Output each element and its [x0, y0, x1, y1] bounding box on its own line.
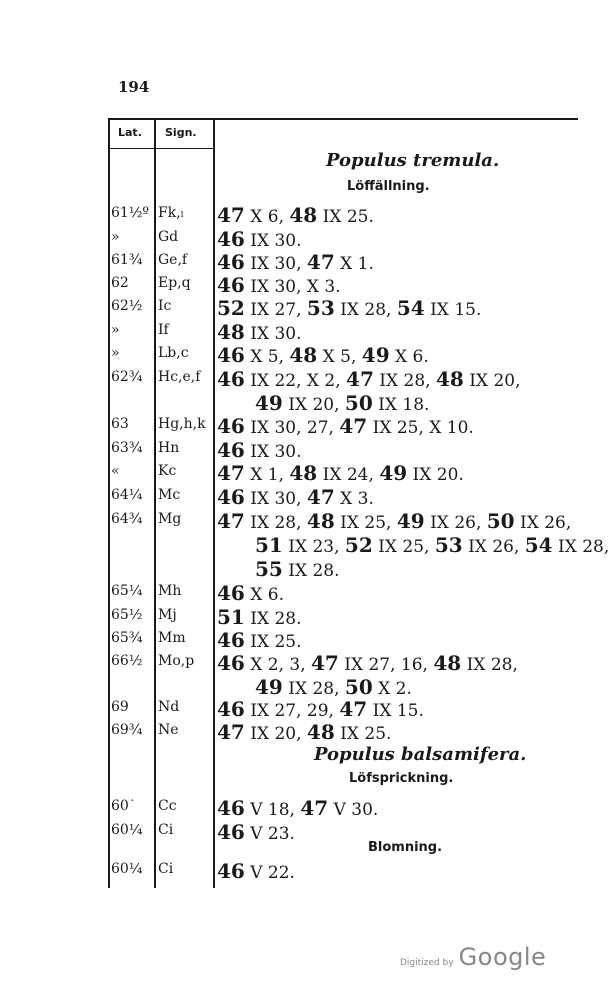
row-entry: 46 X 2, 3, 47 IX 27, 16, 48 IX 28,	[217, 651, 518, 675]
row-entry: 46 IX 22, X 2, 47 IX 28, 48 IX 20,	[217, 367, 521, 391]
row-entry: 46 V 18, 47 V 30.	[217, 796, 379, 820]
row-sign: Mc	[158, 487, 181, 503]
google-logo: Google	[458, 943, 547, 971]
section-title: Populus tremula.	[326, 150, 500, 171]
row-lat: 63¾	[111, 440, 143, 456]
row-sign: Nd	[158, 699, 180, 715]
row-entry: 55 IX 28.	[255, 557, 340, 581]
row-sign: Ic	[158, 298, 172, 314]
page-number: 194	[118, 78, 150, 96]
row-entry: 46 V 23.	[217, 820, 295, 844]
row-entry: 46 IX 30, X 3.	[217, 273, 341, 297]
row-entry: 47 IX 28, 48 IX 25, 49 IX 26, 50 IX 26,	[217, 509, 572, 533]
row-entry: 46 IX 30.	[217, 438, 302, 462]
row-entry: 46 X 5, 48 X 5, 49 X 6.	[217, 343, 429, 367]
row-sign: Ge,f	[158, 252, 188, 268]
column-header-lat: Lat.	[118, 126, 142, 139]
row-lat: 62	[111, 275, 129, 291]
row-entry: 49 IX 20, 50 IX 18.	[255, 391, 430, 415]
row-lat: 66½	[111, 653, 143, 669]
row-sign: Mh	[158, 583, 182, 599]
row-lat: »	[111, 322, 120, 338]
row-sign: Mj	[158, 607, 177, 623]
row-entry: 47 X 6, 48 IX 25.	[217, 203, 374, 227]
row-lat: 64¼	[111, 487, 143, 503]
row-entry: 46 IX 25.	[217, 628, 302, 652]
row-lat: »	[111, 229, 120, 245]
section-subtitle: Löffällning.	[347, 179, 430, 194]
row-lat: 61¾	[111, 252, 143, 268]
row-sign: If	[158, 322, 169, 338]
row-sign: Hg,h,k	[158, 416, 206, 432]
row-sign: Fk,ₗ	[158, 205, 185, 221]
row-lat: »	[111, 345, 120, 361]
row-lat: 62¾	[111, 369, 143, 385]
row-entry: 52 IX 27, 53 IX 28, 54 IX 15.	[217, 296, 482, 320]
row-entry: 47 X 1, 48 IX 24, 49 IX 20.	[217, 461, 464, 485]
row-lat: 65¼	[111, 583, 143, 599]
row-sign: Ep,q	[158, 275, 191, 291]
row-entry: 51 IX 28.	[217, 605, 302, 629]
row-sign: Ne	[158, 722, 179, 738]
row-lat: 64¾	[111, 511, 143, 527]
row-sign: Lb,c	[158, 345, 189, 361]
row-lat: 60˙	[111, 798, 136, 814]
row-entry: 51 IX 23, 52 IX 25, 53 IX 26, 54 IX 28,	[255, 533, 610, 557]
row-lat: 69¾	[111, 722, 143, 738]
row-entry: 46 IX 30, 47 X 3.	[217, 485, 374, 509]
row-entry: 46 IX 27, 29, 47 IX 15.	[217, 697, 424, 721]
lat-column-border	[108, 118, 110, 888]
row-lat: 65¾	[111, 630, 143, 646]
row-entry: 46 IX 30, 47 X 1.	[217, 250, 374, 274]
row-sign: Mm	[158, 630, 186, 646]
data-column-border	[213, 118, 215, 888]
sign-column-border	[154, 118, 156, 888]
section-title: Populus balsamifera.	[314, 744, 527, 765]
header-rule	[108, 148, 214, 149]
row-entry: 46 X 6.	[217, 581, 284, 605]
row-sign: Hc,e,f	[158, 369, 201, 385]
row-entry: 46 IX 30.	[217, 227, 302, 251]
row-entry: 46 V 22.	[217, 859, 295, 883]
row-lat: 60¼	[111, 822, 143, 838]
section-subtitle: Löfsprickning.	[349, 771, 454, 786]
row-entry: 47 IX 20, 48 IX 25.	[217, 720, 392, 744]
row-entry: 46 IX 30, 27, 47 IX 25, X 10.	[217, 414, 474, 438]
row-sign: Mg	[158, 511, 182, 527]
row-sign: Ci	[158, 861, 174, 877]
row-lat: 60¼	[111, 861, 143, 877]
row-entry: 48 IX 30.	[217, 320, 302, 344]
row-sign: Ci	[158, 822, 174, 838]
row-sign: Cc	[158, 798, 177, 814]
row-sign: Hn	[158, 440, 180, 456]
row-lat: 69	[111, 699, 129, 715]
column-header-sign: Sign.	[165, 126, 197, 139]
digitized-prefix: Digitized by	[400, 958, 454, 968]
top-rule	[108, 118, 578, 120]
digitized-by-google	[400, 943, 546, 971]
section-subtitle: Blomning.	[368, 840, 443, 855]
row-sign: Gd	[158, 229, 179, 245]
row-lat: 63	[111, 416, 129, 432]
row-sign: Mo,p	[158, 653, 195, 669]
row-entry: 49 IX 28, 50 X 2.	[255, 675, 412, 699]
row-lat: 65½	[111, 607, 143, 623]
row-lat: 62½	[111, 298, 143, 314]
row-lat: 61½º	[111, 205, 149, 221]
row-lat: «	[111, 463, 120, 479]
row-sign: Kc	[158, 463, 177, 479]
